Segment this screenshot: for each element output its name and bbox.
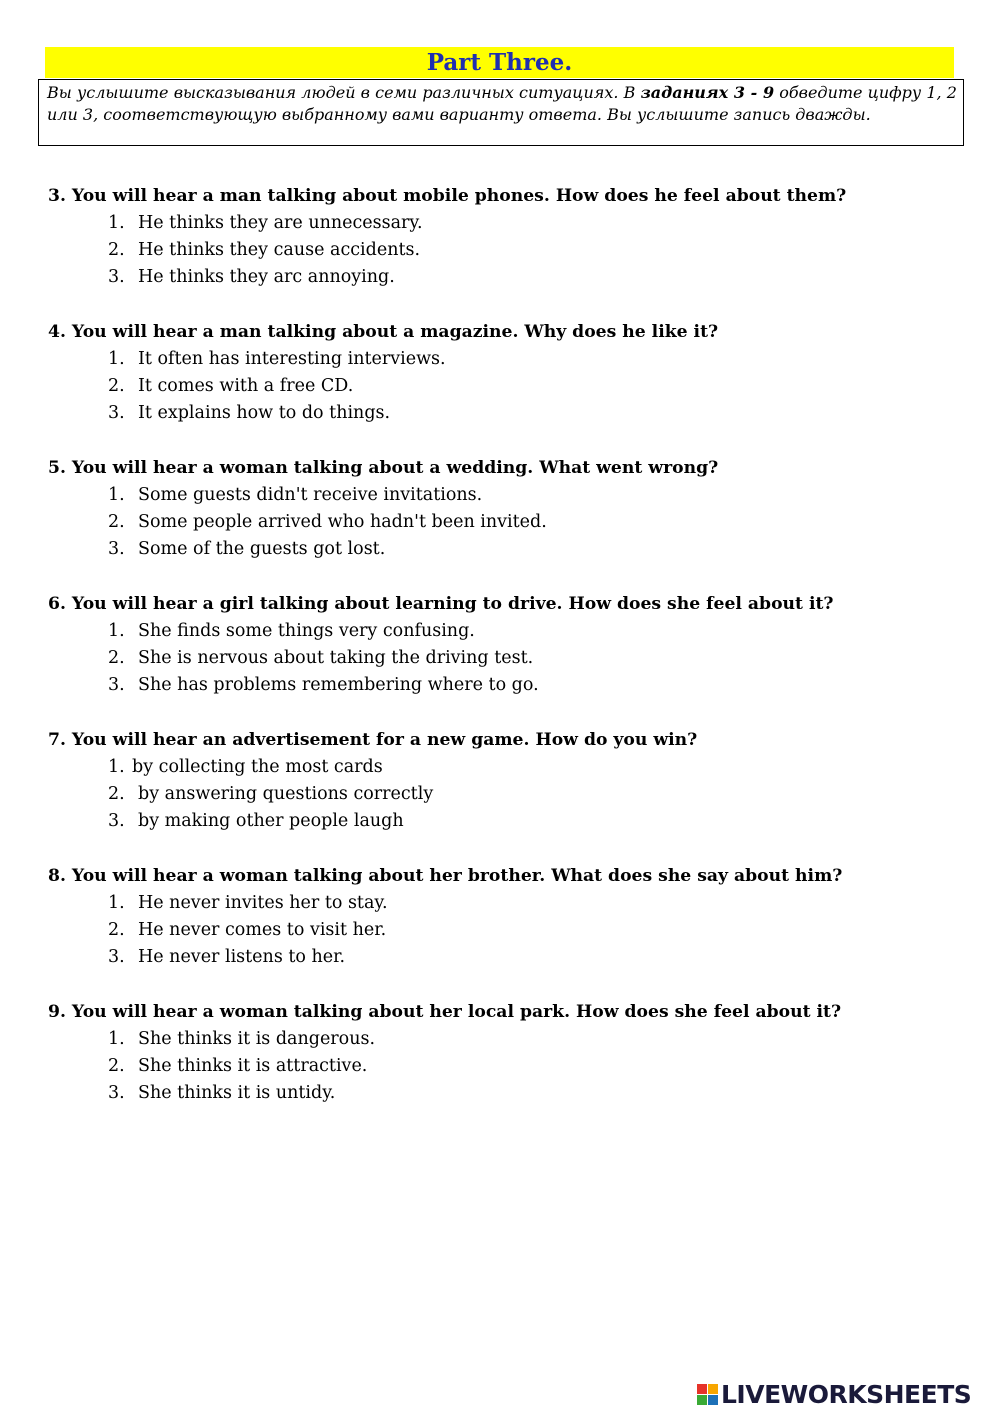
option-number: 1. — [108, 485, 125, 505]
option-text: He never invites her to stay. — [138, 893, 388, 913]
answer-option[interactable] — [48, 1080, 968, 1107]
option-number: 1. — [108, 349, 125, 369]
question-8 — [48, 863, 968, 972]
question-3 — [48, 183, 968, 292]
option-number: 3. — [108, 539, 125, 560]
answer-option[interactable] — [48, 1053, 968, 1080]
option-number: 2. — [108, 784, 125, 805]
option-text: Some of the guests got lost. — [138, 539, 386, 560]
option-number: 3. — [108, 947, 125, 968]
option-number: 1. — [108, 621, 125, 641]
answer-option[interactable] — [48, 346, 968, 373]
option-number: 2. — [108, 920, 125, 941]
instructions-box — [38, 79, 964, 146]
instructions-bold: заданиях 3 - 9 — [640, 83, 775, 102]
option-number: 2. — [108, 376, 125, 397]
logo-icon — [697, 1384, 718, 1405]
question-4 — [48, 319, 968, 428]
answer-option[interactable] — [48, 400, 968, 427]
answer-option[interactable] — [48, 373, 968, 400]
question-6 — [48, 591, 968, 700]
option-text: She has problems remembering where to go. — [138, 675, 539, 696]
question-text: 3. You will hear a man talking about mobile phones. How does he feel about them? — [48, 186, 847, 206]
answer-option[interactable] — [48, 808, 968, 835]
question-text: 7. You will hear an advertisement for a new game. How do you win? — [48, 730, 698, 750]
answer-option[interactable] — [48, 1026, 968, 1053]
option-number: 1. — [108, 757, 125, 777]
option-text: He never comes to visit her. — [138, 920, 387, 941]
option-number: 1. — [108, 213, 125, 233]
option-number: 1. — [108, 893, 125, 913]
option-text: He thinks they are unnecessary. — [138, 213, 423, 233]
option-text: Some guests didn't receive invitations. — [138, 485, 483, 505]
option-number: 3. — [108, 675, 125, 696]
answer-option[interactable] — [48, 482, 968, 509]
option-text: by answering questions correctly — [138, 784, 434, 805]
option-text: She thinks it is untidy. — [138, 1083, 336, 1104]
option-number: 2. — [108, 648, 125, 669]
option-number: 2. — [108, 1056, 125, 1077]
option-text: He never listens to her. — [138, 947, 346, 968]
answer-option[interactable] — [48, 781, 968, 808]
answer-option[interactable] — [48, 237, 968, 264]
option-number: 3. — [108, 267, 125, 288]
answer-option[interactable] — [48, 536, 968, 563]
question-9 — [48, 999, 968, 1108]
logo-square-icon — [697, 1395, 707, 1405]
instructions-text-2: обведите цифру 1, 2 или 3, соответствующую выбранному вами варианту ответа. Вы услышите запись дважды. — [47, 83, 957, 124]
answer-option[interactable] — [48, 672, 968, 699]
option-text: She is nervous about taking the driving test. — [138, 648, 534, 669]
answer-option[interactable] — [48, 509, 968, 536]
option-text: He thinks they cause accidents. — [138, 240, 421, 261]
option-number: 3. — [108, 811, 125, 832]
answer-option[interactable] — [48, 210, 968, 237]
option-text: She thinks it is attractive. — [138, 1056, 368, 1077]
page-title: Part Three. — [426, 49, 573, 76]
option-text: It explains how to do things. — [138, 403, 391, 424]
option-number: 2. — [108, 512, 125, 533]
answer-option[interactable] — [48, 264, 968, 291]
logo-square-icon — [708, 1395, 718, 1405]
option-number: 3. — [108, 1083, 125, 1104]
logo-square-icon — [697, 1384, 707, 1394]
option-text: He thinks they arc annoying. — [138, 267, 395, 288]
answer-option[interactable] — [48, 890, 968, 917]
option-text: by making other people laugh — [138, 811, 404, 832]
logo-text: LIVEWORKSHEETS — [721, 1379, 972, 1409]
answer-option[interactable] — [48, 944, 968, 971]
option-number: 2. — [108, 240, 125, 261]
option-text: It often has interesting interviews. — [138, 349, 446, 369]
instructions-text-1: Вы услышите высказывания людей в семи различных ситуациях. В — [47, 83, 641, 102]
option-text: It comes with a free CD. — [138, 376, 354, 397]
question-7 — [48, 727, 968, 836]
question-text: 8. You will hear a woman talking about her brother. What does she say about him? — [48, 866, 843, 886]
option-text: She thinks it is dangerous. — [138, 1029, 376, 1049]
answer-option[interactable] — [48, 618, 968, 645]
option-text: by collecting the most cards — [132, 757, 383, 777]
option-number: 1. — [108, 1029, 125, 1049]
option-number: 3. — [108, 403, 125, 424]
question-text: 9. You will hear a woman talking about her local park. How does she feel about it? — [48, 1002, 842, 1022]
question-text: 5. You will hear a woman talking about a wedding. What went wrong? — [48, 458, 719, 478]
answer-option[interactable] — [48, 645, 968, 672]
option-text: Some people arrived who hadn't been invited. — [138, 512, 547, 533]
question-5 — [48, 455, 968, 564]
question-text: 4. You will hear a man talking about a magazine. Why does he like it? — [48, 322, 719, 342]
title-banner — [45, 47, 954, 78]
answer-option[interactable] — [48, 754, 968, 781]
liveworksheets-logo[interactable] — [697, 1378, 971, 1410]
option-text: She finds some things very confusing. — [138, 621, 475, 641]
question-text: 6. You will hear a girl talking about learning to drive. How does she feel about it? — [48, 594, 834, 614]
logo-square-icon — [708, 1384, 718, 1394]
answer-option[interactable] — [48, 917, 968, 944]
